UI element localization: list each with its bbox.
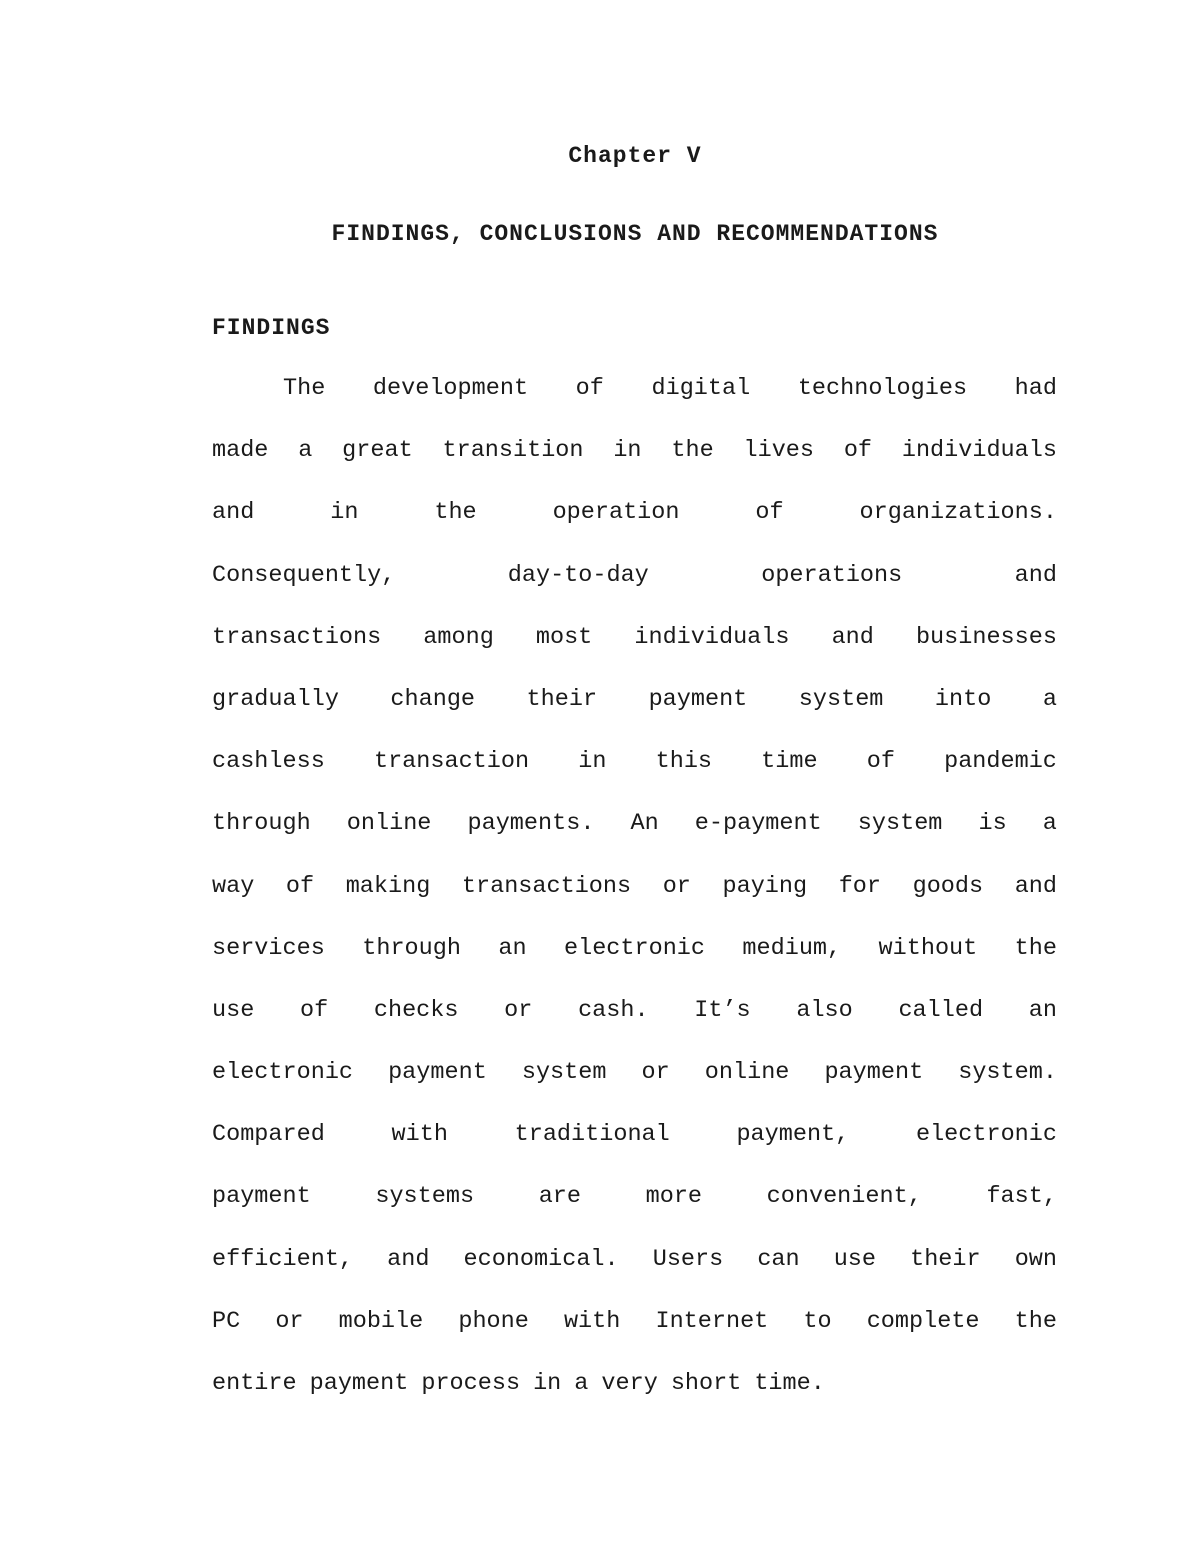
paragraph-line	[212, 933, 1057, 995]
paragraph-word: electronic	[563, 934, 706, 962]
paragraph-word: with	[391, 1121, 448, 1149]
paragraph-word: in	[330, 499, 359, 527]
paragraph-word: can	[757, 1245, 800, 1273]
paragraph-word: The	[283, 375, 326, 402]
paragraph-word: for	[838, 872, 882, 900]
paragraph-word: great	[342, 437, 413, 465]
paragraph-line	[212, 622, 1057, 684]
paragraph-word: payments.	[467, 810, 595, 838]
paragraph-line	[212, 1368, 1057, 1430]
paragraph-word: day-to-day	[507, 561, 649, 589]
paragraph-word: individuals	[634, 623, 790, 651]
paragraph-word: their	[526, 685, 598, 713]
paragraph-word: an	[1028, 996, 1057, 1024]
paragraph-word: payment	[824, 1059, 924, 1087]
paragraph-word: pandemic	[944, 748, 1057, 776]
paragraph-word: payment	[388, 1059, 487, 1087]
paragraph-word: time	[761, 748, 818, 776]
paragraph-line	[212, 1057, 1057, 1119]
paragraph-word: is	[978, 810, 1007, 838]
paragraph-word: traditional	[514, 1121, 670, 1149]
paragraph-word: organizations.	[859, 499, 1057, 527]
paragraph-word: most	[535, 623, 593, 651]
paragraph-word: of	[755, 499, 784, 527]
paragraph-word: the	[671, 437, 714, 465]
paragraph-word: of	[299, 996, 329, 1024]
paragraph-word: e-payment	[694, 810, 822, 838]
paragraph-word: and	[831, 623, 874, 651]
paragraph-word: process	[421, 1370, 521, 1397]
paragraph-word: in	[613, 437, 642, 465]
paragraph-word: or	[641, 1059, 670, 1087]
paragraph-word: goods	[912, 872, 984, 900]
paragraph-word: system	[521, 1059, 607, 1087]
paragraph-word: transactions	[461, 872, 632, 900]
paragraph-word: Internet	[655, 1307, 769, 1335]
paragraph-word: operation	[552, 499, 680, 527]
paragraph-line	[212, 1181, 1057, 1243]
paragraph-word: medium,	[742, 934, 842, 962]
paragraph-word: or	[275, 1307, 304, 1335]
paragraph-word: system.	[958, 1059, 1057, 1087]
paragraph-word: online	[346, 810, 432, 838]
paragraph-word: cash.	[578, 996, 649, 1024]
paragraph-word: very	[601, 1370, 658, 1397]
paragraph-word: use	[833, 1245, 877, 1273]
paragraph-word: phone	[458, 1307, 529, 1335]
paragraph-word: system	[798, 685, 884, 713]
paragraph-word: are	[538, 1183, 581, 1211]
paragraph-line	[212, 560, 1057, 622]
paragraph-word: systems	[375, 1183, 475, 1211]
paragraph-word: complete	[866, 1307, 980, 1335]
paragraph-word: paying	[722, 872, 808, 900]
paragraph-word: payment	[309, 1370, 409, 1397]
paragraph-word: fast,	[986, 1183, 1057, 1211]
paragraph-word: technologies	[797, 375, 968, 402]
paragraph-word: without	[878, 934, 978, 962]
paragraph-word: system	[857, 810, 943, 838]
paragraph-word: PC	[212, 1307, 241, 1335]
paragraph-line	[212, 497, 1057, 559]
paragraph-line	[212, 871, 1057, 933]
paragraph-line	[212, 1244, 1057, 1306]
main-heading: FINDINGS, CONCLUSIONS AND RECOMMENDATIONS	[331, 221, 939, 247]
paragraph-line	[212, 808, 1057, 870]
paragraph-word: made	[212, 437, 269, 465]
paragraph-word: Consequently,	[212, 561, 396, 589]
paragraph-word: mobile	[338, 1307, 424, 1335]
paragraph-line	[212, 684, 1057, 746]
paragraph-word: change	[390, 685, 476, 713]
paragraph-word: in	[578, 748, 607, 776]
paragraph-word: payment,	[736, 1121, 850, 1149]
paragraph-word: had	[1014, 375, 1057, 402]
paragraph-word: digital	[651, 375, 751, 402]
paragraph-word: of	[575, 375, 604, 402]
paragraph-word: the	[1014, 934, 1057, 962]
chapter-title: Chapter V	[568, 143, 702, 169]
paragraph-word: own	[1014, 1245, 1057, 1273]
paragraph-word: Compared	[212, 1121, 325, 1149]
paragraph-word: electronic	[915, 1121, 1057, 1149]
paragraph-word: and	[212, 499, 255, 527]
paragraph-word: transaction	[373, 748, 530, 776]
paragraph-word: gradually	[212, 685, 339, 713]
paragraph-word: and	[1014, 872, 1057, 900]
paragraph-word: or	[504, 996, 533, 1024]
paragraph-word: An	[630, 810, 659, 838]
paragraph-word: of	[866, 748, 895, 776]
paragraph-word: of	[843, 437, 873, 465]
paragraph-word: making	[345, 872, 431, 900]
paragraph-line	[212, 373, 1057, 435]
paragraph-word: a	[574, 1370, 589, 1397]
paragraph-word: a	[1042, 810, 1057, 838]
paragraph-line	[212, 435, 1057, 497]
paragraph-word: in	[533, 1370, 562, 1397]
paragraph-word: called	[898, 996, 984, 1024]
paragraph-word: lives	[743, 437, 814, 465]
paragraph-word: Users	[652, 1245, 724, 1273]
paragraph-word: online	[704, 1059, 790, 1087]
paragraph-word: and	[387, 1245, 430, 1273]
paragraph-word: use	[212, 996, 255, 1024]
paragraph-word: and	[1014, 561, 1057, 589]
paragraph-word: the	[434, 499, 477, 527]
paragraph-word: transition	[442, 437, 584, 465]
paragraph-word: checks	[373, 996, 459, 1024]
paragraph-word: this	[655, 748, 713, 776]
paragraph-word: time.	[754, 1370, 825, 1397]
paragraph-word: into	[934, 685, 992, 713]
paragraph-word: businesses	[915, 623, 1057, 651]
paragraph-word: also	[796, 996, 853, 1024]
paragraph-word: the	[1014, 1307, 1057, 1335]
paragraph-word: development	[372, 375, 529, 402]
paragraph-word: services	[212, 934, 325, 962]
paragraph-word: through	[212, 810, 311, 838]
paragraph-word: short	[670, 1370, 742, 1397]
paragraph-word: entire	[212, 1370, 297, 1397]
paragraph-word: more	[645, 1183, 703, 1211]
paragraph-word: through	[362, 934, 461, 962]
findings-paragraph	[212, 373, 1057, 1430]
paragraph-line	[212, 1119, 1057, 1181]
paragraph-line	[212, 1306, 1057, 1368]
paragraph-word: electronic	[212, 1059, 354, 1087]
paragraph-word: of	[285, 872, 315, 900]
paragraph-word: an	[498, 934, 527, 962]
paragraph-word: economical.	[463, 1245, 619, 1273]
paragraph-word: a	[298, 437, 313, 465]
paragraph-word: operations	[761, 561, 903, 589]
paragraph-word: individuals	[901, 437, 1057, 465]
paragraph-word: among	[423, 623, 494, 651]
paragraph-word: with	[563, 1307, 621, 1335]
paragraph-word: way	[212, 872, 255, 900]
paragraph-word: convenient,	[766, 1183, 922, 1211]
section-heading: FINDINGS	[212, 315, 331, 341]
paragraph-line	[212, 746, 1057, 808]
paragraph-word: payment	[648, 685, 748, 713]
paragraph-word: to	[803, 1307, 832, 1335]
paragraph-word: cashless	[212, 748, 325, 776]
paragraph-word: their	[910, 1245, 981, 1273]
paragraph-word: a	[1042, 685, 1057, 713]
paragraph-word: It’s	[694, 996, 751, 1024]
paragraph-word: efficient,	[212, 1245, 354, 1273]
paragraph-word: or	[662, 872, 691, 900]
paragraph-word: transactions	[212, 623, 382, 651]
paragraph-line	[212, 995, 1057, 1057]
paragraph-word: payment	[212, 1183, 311, 1211]
